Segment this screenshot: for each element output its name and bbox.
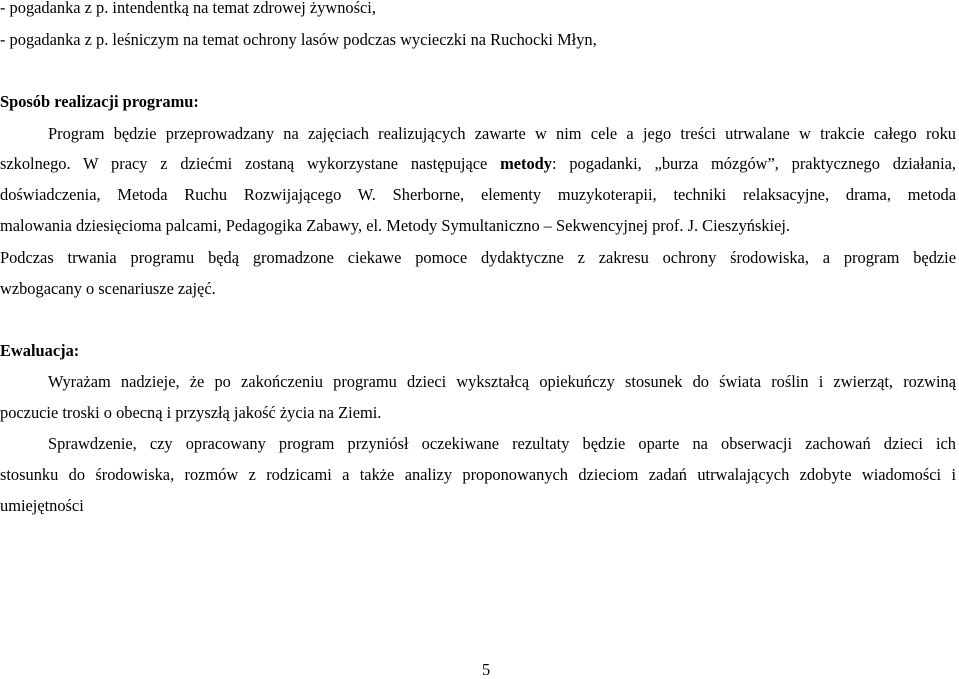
paragraph-line: Program będzie przeprowadzany na zajęciach realizujących zawarte w nim cele a jego treści utrwalane w trakcie całego roku [48,124,956,143]
section-heading-realizacja: Sposób realizacji programu: [0,92,199,111]
section-heading-ewaluacja: Ewaluacja: [0,341,80,360]
paragraph-line: poczucie troski o obecną i przyszłą jakość życia na Ziemi. [0,403,382,422]
bullet-item-lesniczy: - pogadanka z p. leśniczym na temat ochrony lasów podczas wycieczki na Ruchocki Młyn, [0,30,597,49]
bold-term-metody: metody [500,154,552,173]
paragraph-line: Podczas trwania programu będą gromadzone ciekawe pomoce dydaktyczne z zakresu ochrony środowiska, a program będzie [0,248,956,267]
page-number: 5 [482,660,491,679]
paragraph-line: umiejętności [0,496,84,515]
paragraph-line [0,156,956,172]
paragraph-line: malowania dziesięcioma palcami, Pedagogika Zabawy, el. Metody Symultaniczno – Sekwencyjnej prof. J. Cieszyńskiej. [0,216,791,235]
paragraph-line: Sprawdzenie, czy opracowany program przyniósł oczekiwane rezultaty będzie oparte na obserwacji zachowań dzieci ich [48,434,956,453]
paragraph-line: doświadczenia, Metoda Ruchu Rozwijającego W. Sherborne, elementy muzykoterapii, techniki relaksacyjne, drama, metoda [0,185,956,204]
paragraph-line: stosunku do środowiska, rozmów z rodzicami a także analizy proponowanych dzieciom zadań utrwalających zdobyte wiadomości i [0,465,956,484]
paragraph-line: wzbogacany o scenariusze zajęć. [0,279,216,298]
text-segment: : pogadanki, „burza mózgów”, praktycznego działania, [552,154,956,173]
paragraph-line: Wyrażam nadzieje, że po zakończeniu programu dzieci wykształcą opiekuńczy stosunek do świata roślin i zwierząt, rozwiną [48,372,956,391]
bullet-item-intendent: - pogadanka z p. intendentką na temat zdrowej żywności, [0,0,376,17]
text-segment: szkolnego. W pracy z dziećmi zostaną wykorzystane następujące [0,154,501,173]
